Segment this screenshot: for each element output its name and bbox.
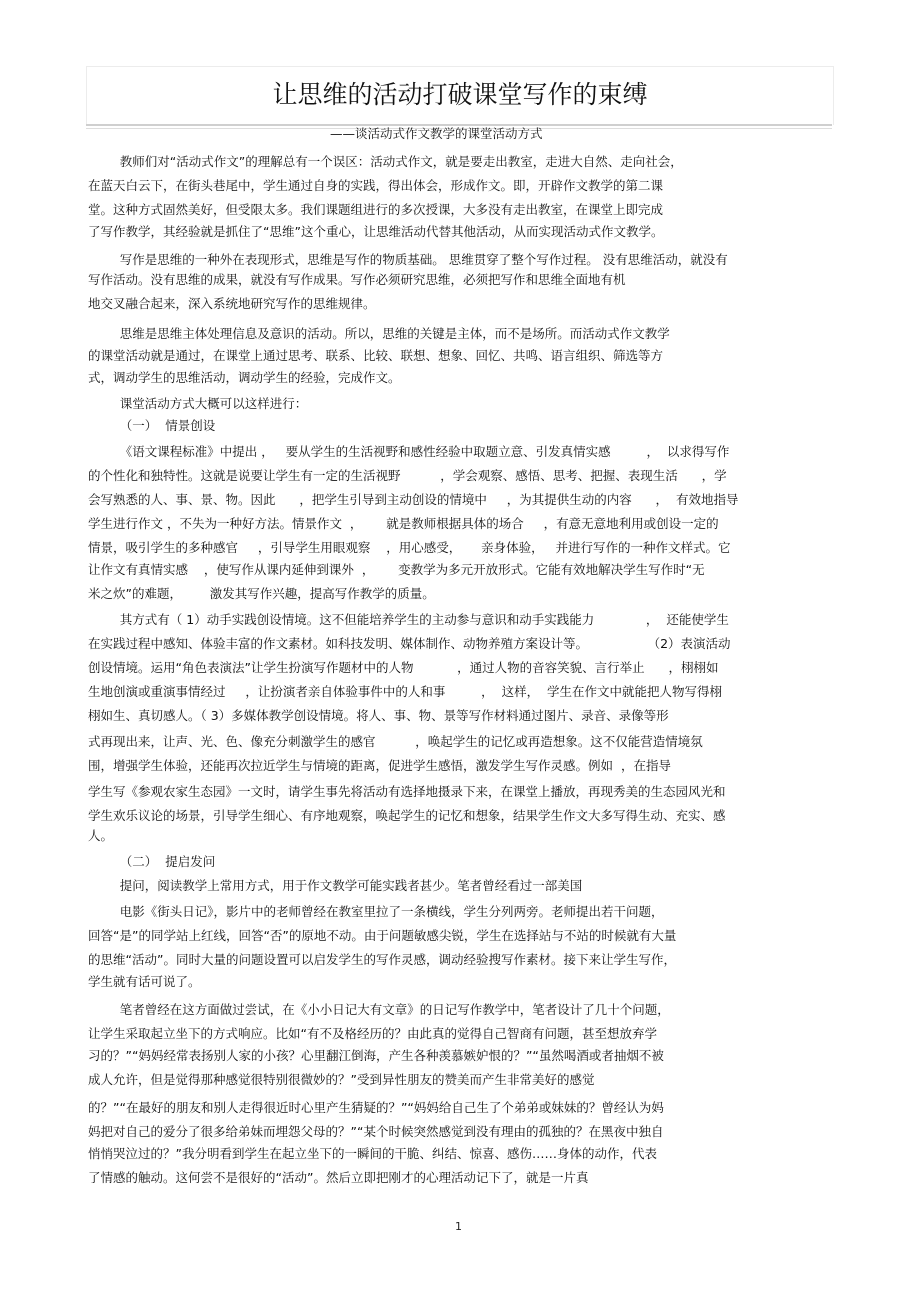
text-line: 地交叉融合起来，深入系统地研究写作的思维规律。: [88, 296, 376, 311]
text-line: 成人允许，但是觉得那种感觉很特别很微妙的？”受到异性朋友的赞美而产生非常美好的感觉: [88, 1072, 595, 1087]
text-line: 创设情境。运用“角色表演法”让学生扮演写作题材中的人物 ，通过人物的音容笑貌、言行举止 ，栩栩如: [88, 660, 719, 675]
text-line: 思维是思维主体处理信息及意识的活动。所以，思维的关键是主体，而不是场所。而活动式作文教学: [88, 326, 670, 341]
text-line: 课堂活动方式大概可以这样进行：: [88, 396, 308, 411]
text-line: 让学生采取起立坐下的方式响应。比如“有不及格经历的？由此真的觉得自己智商有问题，甚至想放弃学: [88, 1026, 657, 1041]
text-line: 让作文有真情实感 ，使写作从课内延伸到课外 ， 变教学为多元开放形式。它能有效地解决学生写作时“无: [88, 562, 705, 577]
text-line: 电影《街头日记》，影片中的老师曾经在教室里拉了一条横线，学生分列两旁。老师提出若干问题，: [88, 904, 664, 919]
text-line: 的课堂活动就是通过，在课堂上通过思考、联系、比较、联想、想象、回忆、共鸣、语言组织、筛选等方: [88, 348, 664, 363]
text-line: 人。: [88, 828, 114, 843]
text-line: 的？”“在最好的朋友和别人走得很近时心里产生猜疑的？”“妈妈给自己生了个弟弟或妹妹的？曾经认为妈: [88, 1100, 664, 1115]
text-line: 学生写《参观农家生态园》一文时，请学生事先将活动有选择地摄录下来，在课堂上播放，再现秀美的生态园风光和: [88, 784, 726, 799]
text-line: 情景，吸引学生的多种感官 ，引导学生用眼观察 ，用心感受， 亲身体验， 并进行写作的一种作文样式。它: [88, 540, 731, 555]
text-line: 提问，阅读教学上常用方式，用于作文教学可能实践者甚少。笔者曾经看过一部美国: [88, 878, 583, 893]
text-line: 写作是思维的一种外在表现形式，思维是写作的物质基础。 思维贯穿了整个写作过程。 没有思维活动，就没有: [88, 252, 728, 267]
text-line: （二） 提启发问: [88, 854, 216, 869]
text-line: 了写作教学，其经验就是抓住了“思维”这个重心，让思维活动代替其他活动，从而实现活动式作文教学。: [88, 224, 664, 239]
text-line: 式，调动学生的思维活动，调动学生的经验，完成作文。: [88, 370, 401, 385]
text-line: 学生欢乐议论的场景，引导学生细心、有序地观察，唤起学生的记忆和想象，结果学生作文大多写得生动、充实、感: [88, 808, 726, 823]
page-number: 1: [455, 1220, 462, 1233]
page-title: 让思维的活动打破课堂写作的束缚: [272, 80, 648, 109]
text-line: 习的？”“妈妈经常表扬别人家的小孩？心里翻江倒海，产生各种羡慕嫉妒恨的？”“虽然喝酒或者抽烟不被: [88, 1048, 664, 1063]
text-line: 会写熟悉的人、事、景、物。因此 ，把学生引导到主动创设的情境中 ，为其提供生动的内容 ， 有效地指导: [88, 492, 739, 507]
text-line: 写作活动。没有思维的成果，就没有写作成果。写作必须研究思维，必须把写作和思维全面地有机: [88, 272, 626, 287]
text-line: 栩如生、真切感人。（ 3）多媒体教学创设情境。将人、事、物、景等写作材料通过图片、录音、录像等形: [88, 708, 669, 723]
title-box: [86, 66, 834, 125]
text-line: 教师们对“活动式作文”的理解总有一个误区：活动式作文，就是要走出教室，走进大自然、走向社会，: [88, 154, 683, 169]
text-line: 了情感的触动。这何尝不是很好的“活动”。然后立即把刚才的心理活动记下了，就是一片真: [88, 1170, 589, 1185]
text-line: （一） 情景创设: [88, 418, 216, 433]
text-line: 学生进行作文 ，不失为一种好方法。情景作文 ， 就是教师根据具体的场合 ，有意无意地利用或创设一定的: [88, 516, 719, 531]
text-line: 式再现出来，让声、光、色、像充分刺激学生的感官 ，唤起学生的记忆或再造想象。这不仅能营造情境氛: [88, 734, 703, 749]
text-line: 米之炊”的难题， 激发其写作兴趣，提高写作教学的质量。: [88, 586, 435, 601]
text-line: 回答“是”的同学站上红线，回答“否”的原地不动。由于问题敏感尖锐，学生在选择站与不站的时候就有大量: [88, 928, 677, 943]
text-line: 《语文课程标准》中提出 ， 要从学生的生活视野和感性经验中取题立意、引发真情实感 ， 以求得写作: [88, 444, 730, 459]
text-line: 悄悄哭泣过的？”我分明看到学生在起立坐下的一瞬间的干脆、纠结、惊喜、感伤……身体的动作，代表: [88, 1146, 657, 1161]
text-line: 堂。这种方式固然美好，但受限太多。我们课题组进行的多次授课，大多没有走出教室，在课堂上即完成: [88, 202, 664, 217]
text-line: 在实践过程中感知、体验丰富的作文素材。如科技发明、媒体制作、动物养殖方案设计等。 （2）表演活动: [88, 636, 731, 651]
text-line: 生地创演或重演事情经过 ，让扮演者亲自体验事件中的人和事 ， 这样， 学生在作文中就能把人物写得栩: [88, 684, 723, 699]
text-line: 在蓝天白云下，在街头巷尾中，学生通过自身的实践，得出体会，形成作文。即，开辟作文教学的第二课: [88, 178, 664, 193]
text-line: 学生就有话可说了。: [88, 974, 201, 989]
text-line: 围，增强学生体验，还能再次拉近学生与情境的距离，促进学生感悟，激发学生写作灵感。例如 ，在指导: [88, 758, 671, 773]
subtitle: ——谈活动式作文教学的课堂活动方式: [330, 126, 543, 141]
text-line: 的个性化和独特性。这就是说要让学生有一定的生活视野 ，学会观察、感悟、思考、把握、表现生活 ，学: [88, 468, 727, 483]
text-line: 笔者曾经在这方面做过尝试，在《小小日记大有文章》的日记写作教学中，笔者设计了几十个问题，: [88, 1002, 670, 1017]
text-line: 其方式有（ 1）动手实践创设情境。这不但能培养学生的主动参与意识和动手实践能力 ， 还能使学生: [88, 612, 729, 627]
text-line: 的思维“活动”。同时大量的问题设置可以启发学生的写作灵感，调动经验搜写作素材。接下来让学生写作，: [88, 952, 676, 967]
text-line: 妈把对自己的爱分了很多给弟妹而埋怨父母的？”“某个时候突然感觉到没有理由的孤独的？在黑夜中独自: [88, 1124, 664, 1139]
